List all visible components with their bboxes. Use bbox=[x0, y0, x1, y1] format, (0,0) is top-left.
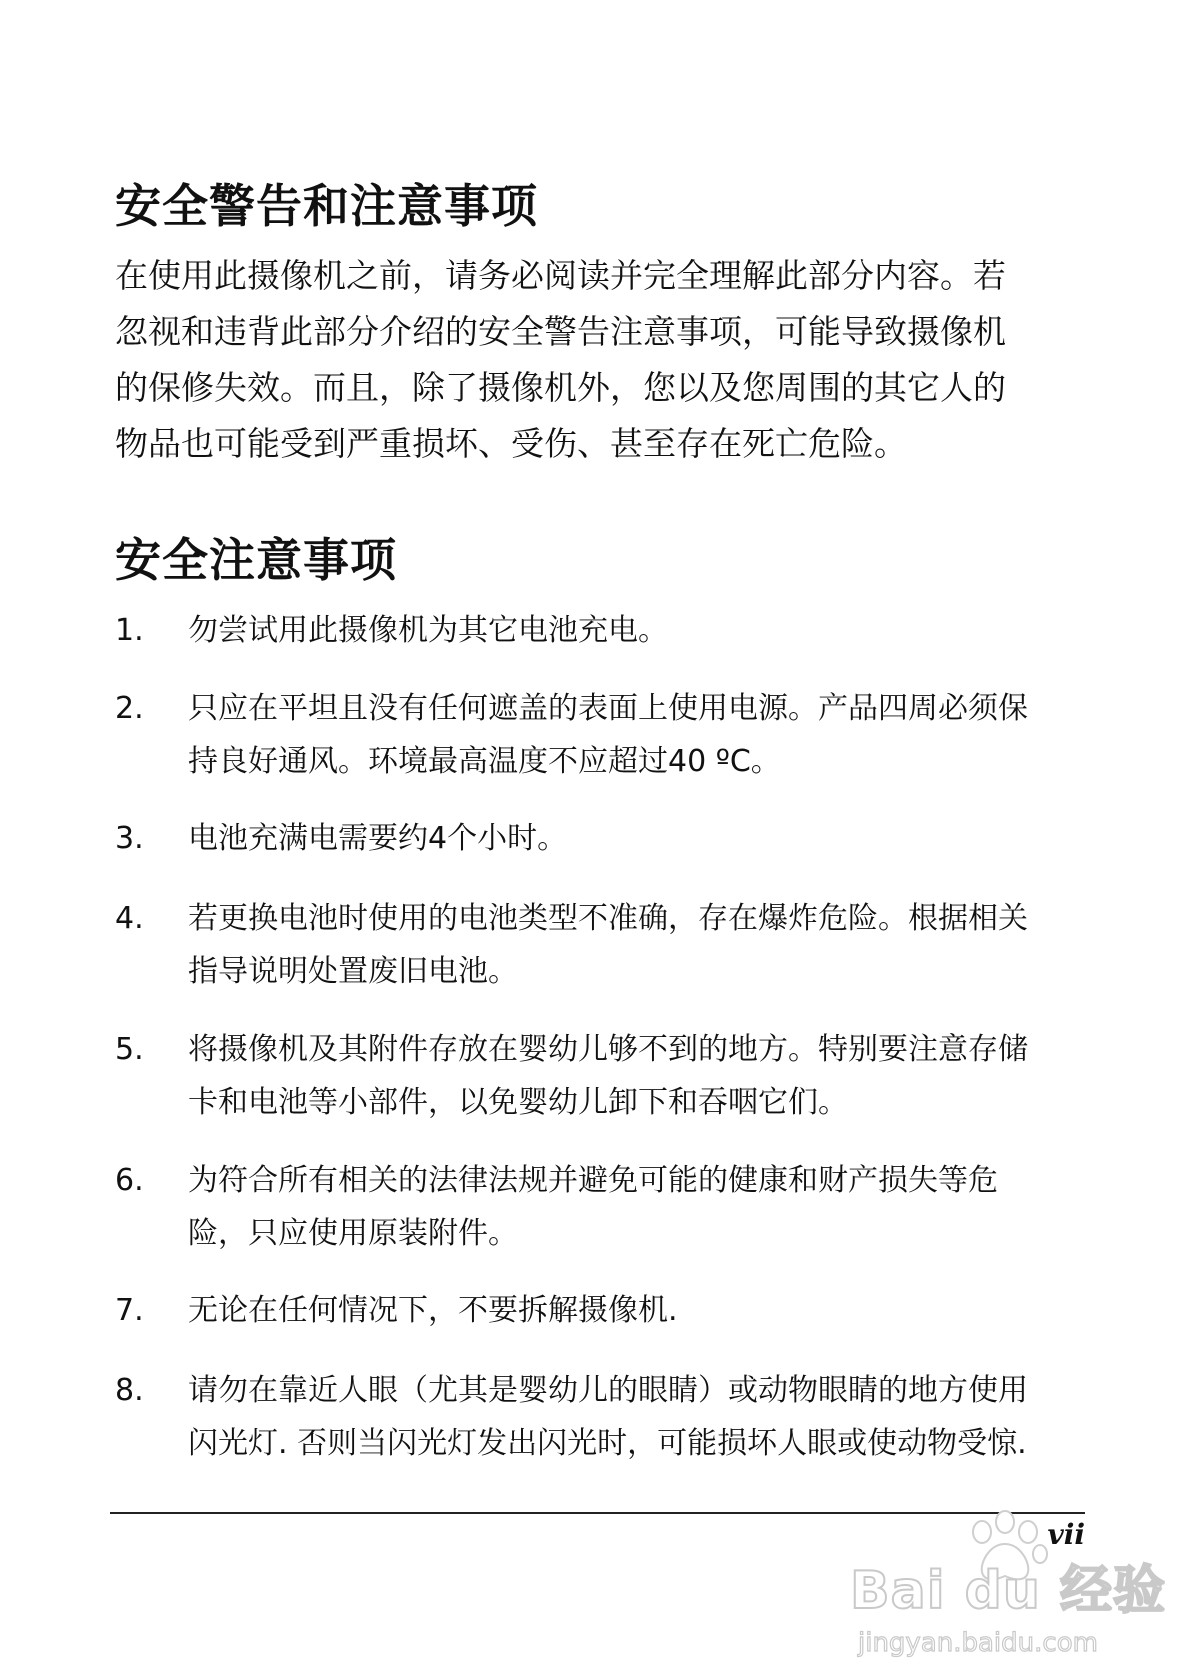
item-line: 若更换电池时使用的电池类型不准确，存在爆炸危险。根据相关 bbox=[188, 901, 1028, 936]
item-line: 持良好通风。环境最高温度不应超过40 ºC。 bbox=[188, 744, 781, 779]
intro-paragraph bbox=[115, 248, 1090, 472]
item-text bbox=[188, 1023, 1108, 1129]
intro-line: 在使用此摄像机之前，请务必阅读并完全理解此部分内容。若 bbox=[115, 256, 1006, 295]
item-text bbox=[188, 604, 1108, 657]
item-number: 5. bbox=[115, 1032, 144, 1067]
item-line: 险，只应使用原装附件。 bbox=[188, 1216, 518, 1251]
item-line: 电池充满电需要约4个小时。 bbox=[188, 821, 568, 856]
baidu-watermark bbox=[850, 1510, 1170, 1680]
item-line: 勿尝试用此摄像机为其它电池充电。 bbox=[188, 613, 668, 648]
item-line: 请勿在靠近人眼（尤其是婴幼儿的眼睛）或动物眼睛的地方使用 bbox=[188, 1373, 1028, 1408]
safety-warnings-heading: 安全警告和注意事项 bbox=[115, 179, 538, 233]
item-line: 闪光灯. 否则当闪光灯发出闪光时，可能损坏人眼或使动物受惊. bbox=[188, 1426, 1027, 1461]
item-line: 将摄像机及其附件存放在婴幼儿够不到的地方。特别要注意存储 bbox=[188, 1032, 1028, 1067]
item-line: 只应在平坦且没有任何遮盖的表面上使用电源。产品四周必须保 bbox=[188, 691, 1028, 726]
item-text bbox=[188, 1284, 1108, 1337]
item-line: 指导说明处置废旧电池。 bbox=[188, 954, 518, 989]
intro-line: 忽视和违背此部分介绍的安全警告注意事项，可能导致摄像机 bbox=[115, 312, 1006, 351]
item-text bbox=[188, 812, 1108, 865]
item-number: 4. bbox=[115, 901, 144, 936]
item-line: 为符合所有相关的法律法规并避免可能的健康和财产损失等危 bbox=[188, 1163, 998, 1198]
item-number: 6. bbox=[115, 1163, 144, 1198]
watermark-logo: Bai du 经验 bbox=[850, 1561, 1166, 1621]
item-text bbox=[188, 1154, 1108, 1260]
page-number: vii bbox=[1047, 1518, 1085, 1551]
item-line: 无论在任何情况下，不要拆解摄像机. bbox=[188, 1293, 678, 1328]
item-number: 1. bbox=[115, 613, 144, 648]
safety-precautions-heading: 安全注意事项 bbox=[115, 533, 397, 587]
item-line: 卡和电池等小部件，以免婴幼儿卸下和吞咽它们。 bbox=[188, 1085, 848, 1120]
intro-line: 物品也可能受到严重损坏、受伤、甚至存在死亡危险。 bbox=[115, 424, 907, 463]
item-number: 8. bbox=[115, 1373, 144, 1408]
watermark-url: jingyan.baidu.com bbox=[858, 1628, 1098, 1658]
item-text bbox=[188, 1364, 1108, 1470]
intro-line: 的保修失效。而且，除了摄像机外，您以及您周围的其它人的 bbox=[115, 368, 1006, 407]
item-number: 7. bbox=[115, 1293, 144, 1328]
item-number: 2. bbox=[115, 691, 144, 726]
item-number: 3. bbox=[115, 821, 144, 856]
item-text bbox=[188, 682, 1108, 788]
item-text bbox=[188, 892, 1108, 998]
